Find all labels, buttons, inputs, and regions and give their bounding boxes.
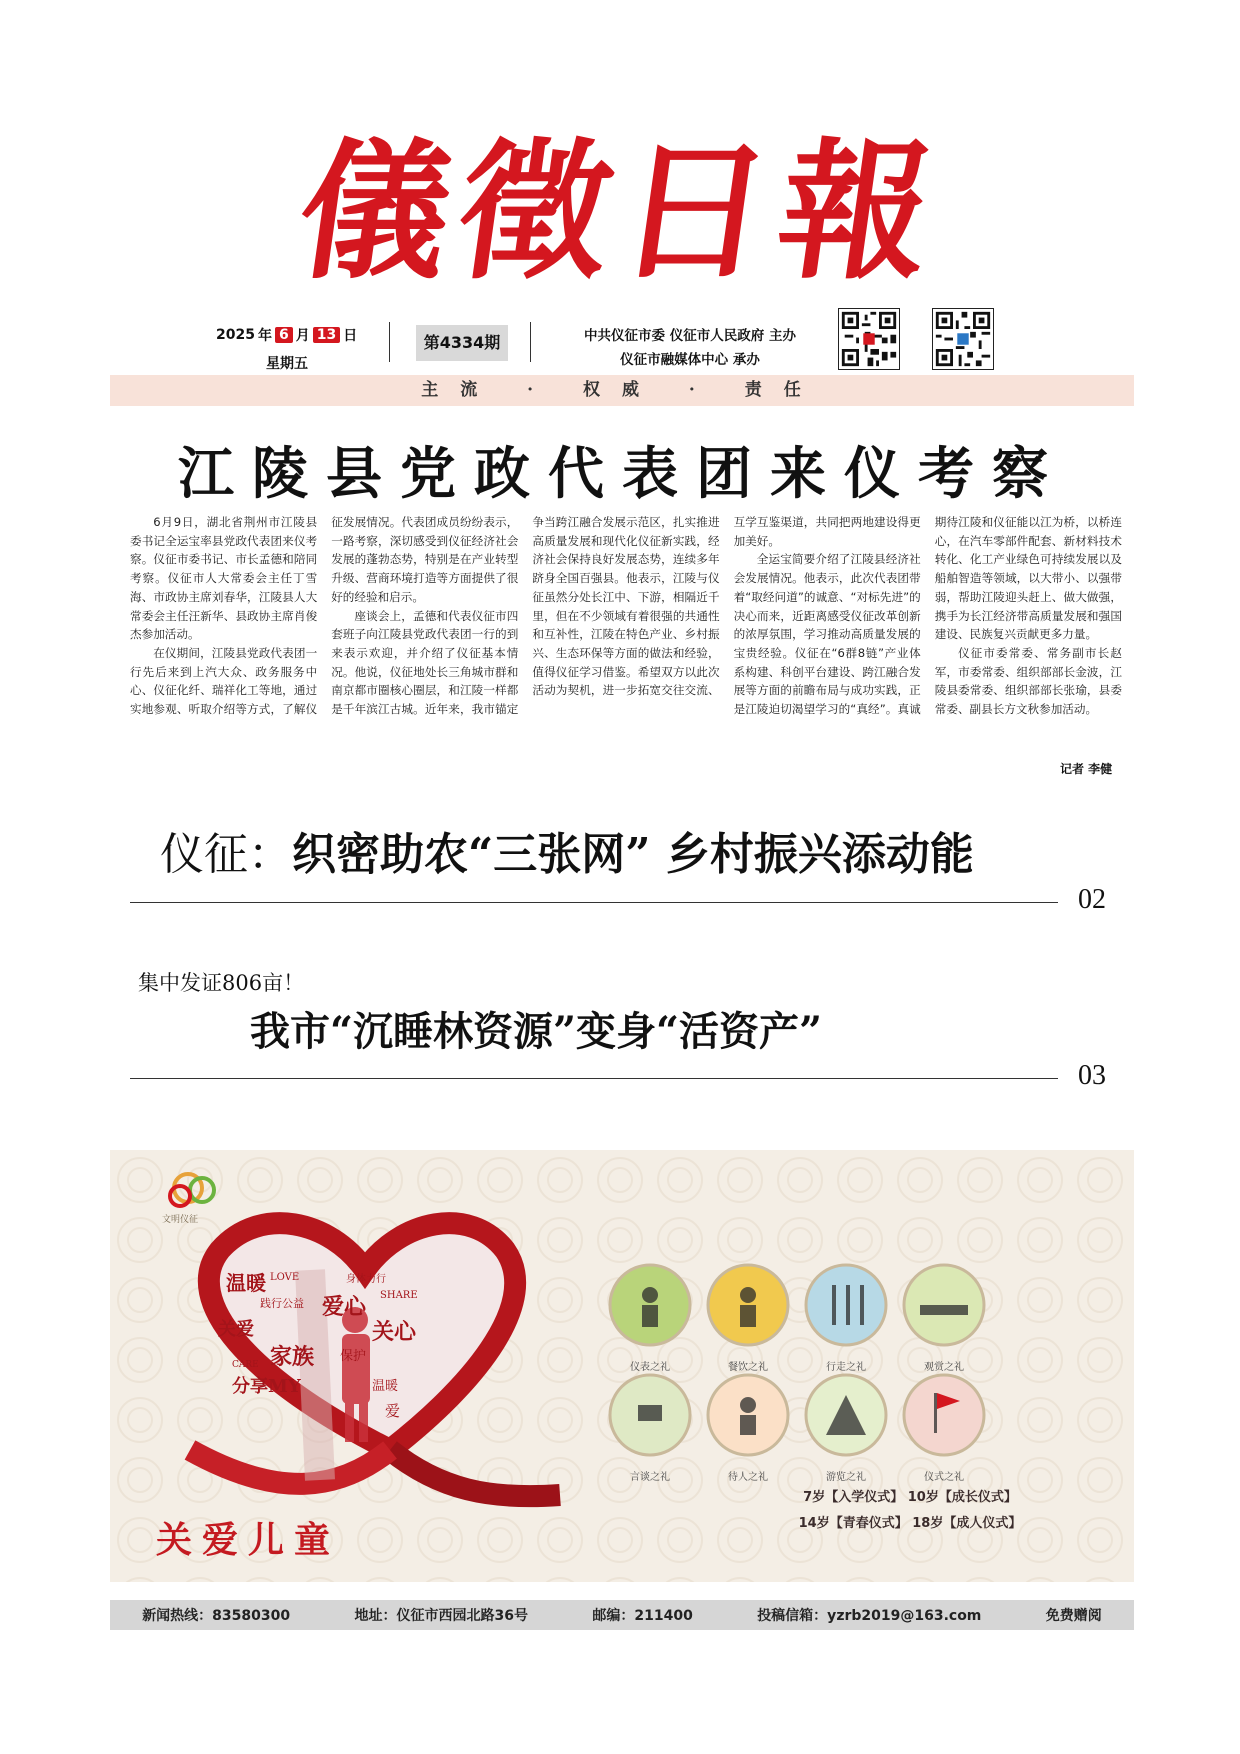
ad-caption: 关爱儿童: [156, 1519, 341, 1561]
tile-label: 观赏之礼: [924, 1362, 964, 1373]
footer-address: 地址：仪征市西园北路36号: [354, 1608, 528, 1624]
page-reference[interactable]: 02: [1078, 884, 1106, 915]
divider-rule: [130, 1078, 1058, 1079]
footer-postcode: 邮编：211400: [592, 1608, 693, 1624]
footer-free: 免费赠阅: [1045, 1608, 1102, 1624]
tile-label: 仪式之礼: [924, 1472, 964, 1483]
heart-word: 分享MY: [232, 1376, 301, 1397]
date-day: 13: [313, 327, 340, 343]
article-paragraph: 在仪期间，江陵县党政代表团一行先后来到上汽大众、政务服务中心、仪征化纤、瑞祥化工等地，通过实地参观、听取介绍等方式，了解仪征发展情况。代表团成员纷纷表示，一路考察，深切感受到仪征经济社会发展的蓬勃态势，特别是在产业转型升级、营商环境打造等方面提供了很好的经验和启示。: [130, 515, 519, 717]
masthead-title: 儀徵日報: [287, 124, 953, 300]
date-year-suffix: 年: [257, 328, 272, 344]
heart-word: 践行公益: [260, 1297, 304, 1310]
article-paragraph: 座谈会上，孟德和代表仪征市四套班子向江陵县党政代表团一行的到来表示欢迎，并介绍了仪征基本情况。他说，仪征地处长三角城市群和南京都市圈核心圈层，和江陵一样都是千年滨江古城。近年来，我市锚定争当跨江融合发展示范区，扎实推进高质量发展和现代化仪征新实践，经济社会保持良好发展态势，连续多年跻身全国百强县。他表示，江陵与仪征虽然分处长江中、下游，相隔近千里，但在不少领域有着很强的共通性和互补性，江陵在特色产业、乡村振兴、生态环保等方面的做法和经验，值得仪征学习借鉴。希望双方以此次活动为契机，进一步拓宽交往交流、互学互鉴渠道，共同把两地建设得更加美好。: [331, 515, 921, 717]
date-month-suffix: 月: [295, 328, 310, 344]
article-column: [130, 513, 1122, 778]
heart-word: 关爱: [218, 1319, 254, 1340]
teaser-headline-02[interactable]: [160, 818, 1060, 882]
issue-date: [216, 325, 376, 373]
heart-word: 温暖: [226, 1271, 266, 1295]
heart-word: 温暖: [372, 1379, 399, 1394]
footer-hotline: 新闻热线：83580300: [142, 1608, 291, 1624]
qr-code-icon[interactable]: [932, 308, 994, 370]
sponsor-line-2: 仪征市融媒体中心 承办: [620, 352, 760, 368]
heart-word: SHARE: [380, 1290, 418, 1301]
tile-label: 言谈之礼: [630, 1472, 670, 1483]
tile-label: 餐饮之礼: [728, 1362, 768, 1373]
date-month: 6: [275, 327, 293, 343]
heart-word: 关心: [372, 1319, 417, 1345]
heart-word: 保护: [340, 1349, 367, 1364]
divider: [389, 322, 390, 362]
ceremony-list: [775, 1485, 1045, 1537]
article-paragraph: 仪征市委常委、常务副市长赵军，市委常委、组织部部长金波，江陵县委常委、组织部部长张瑜，县委常委、副县长方文秋参加活动。: [934, 645, 1122, 717]
slogan-bar: 主流 · 权威 · 责任: [110, 375, 1134, 406]
divider-rule: [130, 902, 1058, 903]
teaser-kicker: 集中发证806亩！: [138, 971, 305, 995]
issue-number: 第4334期: [416, 325, 508, 361]
ceremony-line: 14岁【青春仪式】 18岁【成人仪式】: [798, 1516, 1022, 1531]
date-day-suffix: 日: [343, 328, 358, 344]
article-paragraph: 全运宝简要介绍了江陵县经济社会发展情况。他表示，此次代表团带着“取经问道”的诚意、“对标先进”的决心而来，近距离感受仪征改革创新的浓厚氛围，学习推动高质量发展的宝贵经验。仪征在“6群8链”产业体系构建、科创平台建设、跨江融合发展等方面的前瞻布局与成功实践，正是江陵迫切渴望学习的“真经”。真诚期待江陵和仪征能以江为桥，以桥连心，在汽车零部件配套、新材料技术转化、化工产业绿色可持续发展以及船舶智造等领域，以大带小、以强带弱，帮助江陵迎头赶上、做大做强，携手为长江经济带高质量发展和强国建设、民族复兴贡献更多力量。: [733, 515, 1122, 717]
tile-label: 游览之礼: [826, 1472, 866, 1483]
heart-word: 爱: [385, 1402, 401, 1420]
heart-word: 爱心: [322, 1294, 367, 1320]
footer-email[interactable]: 投稿信箱：yzrb2019@163.com: [757, 1608, 982, 1624]
heart-word: 身体力行: [346, 1274, 386, 1285]
heart-word: CARE: [232, 1360, 259, 1370]
tile-label: 仪表之礼: [630, 1362, 670, 1373]
sponsor-line-1: 中共仪征市委 仪征市人民政府 主办: [584, 328, 796, 344]
tile-label: 待人之礼: [728, 1472, 768, 1483]
date-weekday: 星期五: [266, 356, 308, 372]
heart-word: LOVE: [270, 1272, 300, 1283]
ceremony-line: 7岁【入学仪式】 10岁【成长仪式】: [803, 1490, 1017, 1505]
teaser-title: 织密助农“三张网” 乡村振兴添动能: [292, 829, 974, 880]
lead-headline[interactable]: 江陵县党政代表团来仪考察: [178, 441, 1066, 507]
heart-word: 家族: [270, 1344, 315, 1370]
article-paragraph: 6月9日，湖北省荆州市江陵县委书记全运宝率县党政代表团来仪考察。仪征市委书记、市长孟德和陪同考察。仪征市人大常委会主任丁雪海、市政协主席刘春华，江陵县人大常委会主任汪新华、县政协主席肖俊杰参加活动。: [130, 515, 318, 642]
reporter-byline: 记者 李健: [1060, 762, 1113, 776]
date-year: 2025: [216, 327, 255, 343]
lead-article-body: [130, 513, 1122, 778]
tile-label: 行走之礼: [826, 1362, 866, 1373]
sponsor-info: [550, 324, 830, 372]
teaser-headline-03[interactable]: 我市“沉睡林资源”变身“活资产”: [250, 1008, 823, 1055]
qr-code-icon[interactable]: [838, 308, 900, 370]
divider: [530, 322, 531, 362]
logo-text: 文明仪征: [161, 1215, 198, 1225]
page-reference[interactable]: 03: [1078, 1060, 1106, 1091]
teaser-prefix: 仪征：: [160, 829, 292, 880]
footer-bar: [110, 1600, 1134, 1630]
